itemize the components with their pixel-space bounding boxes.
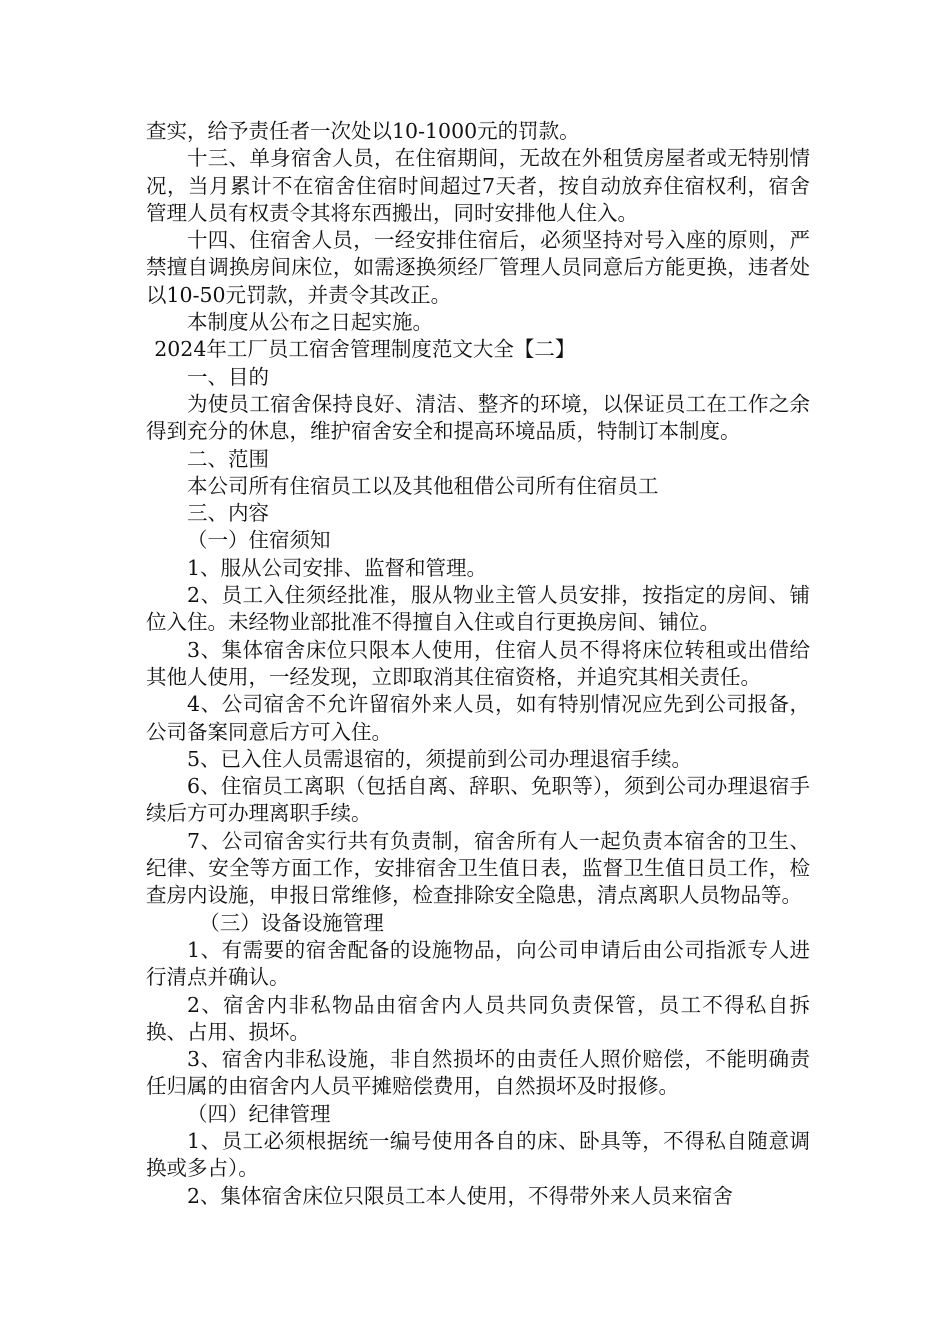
list-item-notice-7: 7、公司宿舍实行共有负责制，宿舍所有人一起负责本宿舍的卫生、纪律、安全等方面工作，安排宿舍卫生值日表，监督卫生值日员工作，检查房内设施，申报日常维修，检查排除安全隐患，清点离职人员物品等。: [146, 828, 810, 908]
section-title: 2024年工厂员工宿舍管理制度范文大全【二】: [154, 337, 576, 362]
list-item-facilities-3: 3、宿舍内非私设施，非自然损坏的由责任人照价赔偿，不能明确责任归属的由宿舍内人员平摊赔偿费用，自然损坏及时报修。: [146, 1047, 810, 1099]
list-item-notice-1: 1、服从公司安排、监督和管理。: [187, 555, 488, 580]
list-item-notice-2: 2、员工入住须经批准，服从物业主管人员安排，按指定的房间、铺位入住。未经物业部批准不得擅自入住或自行更换房间、铺位。: [146, 583, 810, 635]
heading-scope: 二、范围: [187, 446, 269, 471]
paragraph-rule-13: 十三、单身宿舍人员，在住宿期间，无故在外租赁房屋者或无特别情况，当月累计不在宿舍住宿时间超过7天者，按自动放弃住宿权利，宿舍管理人员有权责令其将东西搬出，同时安排他人住入。: [146, 146, 810, 225]
list-item-facilities-1: 1、有需要的宿舍配备的设施物品，向公司申请后由公司指派专人进行清点并确认。: [146, 937, 810, 990]
paragraph-scope: 本公司所有住宿员工以及其他租借公司所有住宿员工: [187, 473, 659, 498]
heading-discipline: （四）纪律管理: [187, 1101, 331, 1126]
list-item-notice-5: 5、已入住人员需退宿的，须提前到公司办理退宿手续。: [187, 746, 693, 771]
heading-accommodation-notice: （一）住宿须知: [187, 528, 331, 553]
paragraph-purpose: 为使员工宿舍保持良好、清洁、整齐的环境，以保证员工在工作之余得到充分的休息，维护宿舍安全和提高环境品质，特制订本制度。: [146, 391, 810, 444]
list-item-discipline-1: 1、员工必须根据统一编号使用各自的床、卧具等，不得私自随意调换或多占）。: [146, 1128, 810, 1181]
list-item-facilities-2: 2、宿舍内非私物品由宿舍内人员共同负责保管，员工不得私自拆换、占用、损坏。: [146, 992, 810, 1044]
list-item-notice-4: 4、公司宿舍不允许留宿外来人员，如有特别情况应先到公司报备，公司备案同意后方可入住。: [146, 692, 810, 744]
list-item-notice-6: 6、住宿员工离职（包括自离、辞职、免职等），须到公司办理退宿手续后方可办理离职手续。: [146, 774, 810, 826]
paragraph-penalty-continued: 查实，给予责任者一次处以10-1000元的罚款。: [146, 119, 580, 143]
document-page: [146, 118, 810, 1210]
paragraph-rule-14: 十四、住宿舍人员，一经安排住宿后，必须坚持对号入座的原则，严禁擅自调换房间床位，如需逐换须经厂管理人员同意后方能更换，违者处以10-50元罚款，并责令其改正。: [146, 228, 810, 307]
heading-facilities: （三）设备设施管理: [199, 910, 384, 935]
list-item-notice-3: 3、集体宿舍床位只限本人使用，住宿人员不得将床位转租或出借给其他人使用，一经发现，立即取消其住宿资格，并追究其相关责任。: [146, 637, 810, 689]
paragraph-effective-date: 本制度从公布之日起实施。: [187, 310, 433, 335]
heading-content: 三、内容: [187, 501, 269, 526]
heading-purpose: 一、目的: [187, 364, 269, 389]
list-item-discipline-2: 2、集体宿舍床位只限员工本人使用，不得带外来人员来宿舍: [187, 1183, 734, 1208]
